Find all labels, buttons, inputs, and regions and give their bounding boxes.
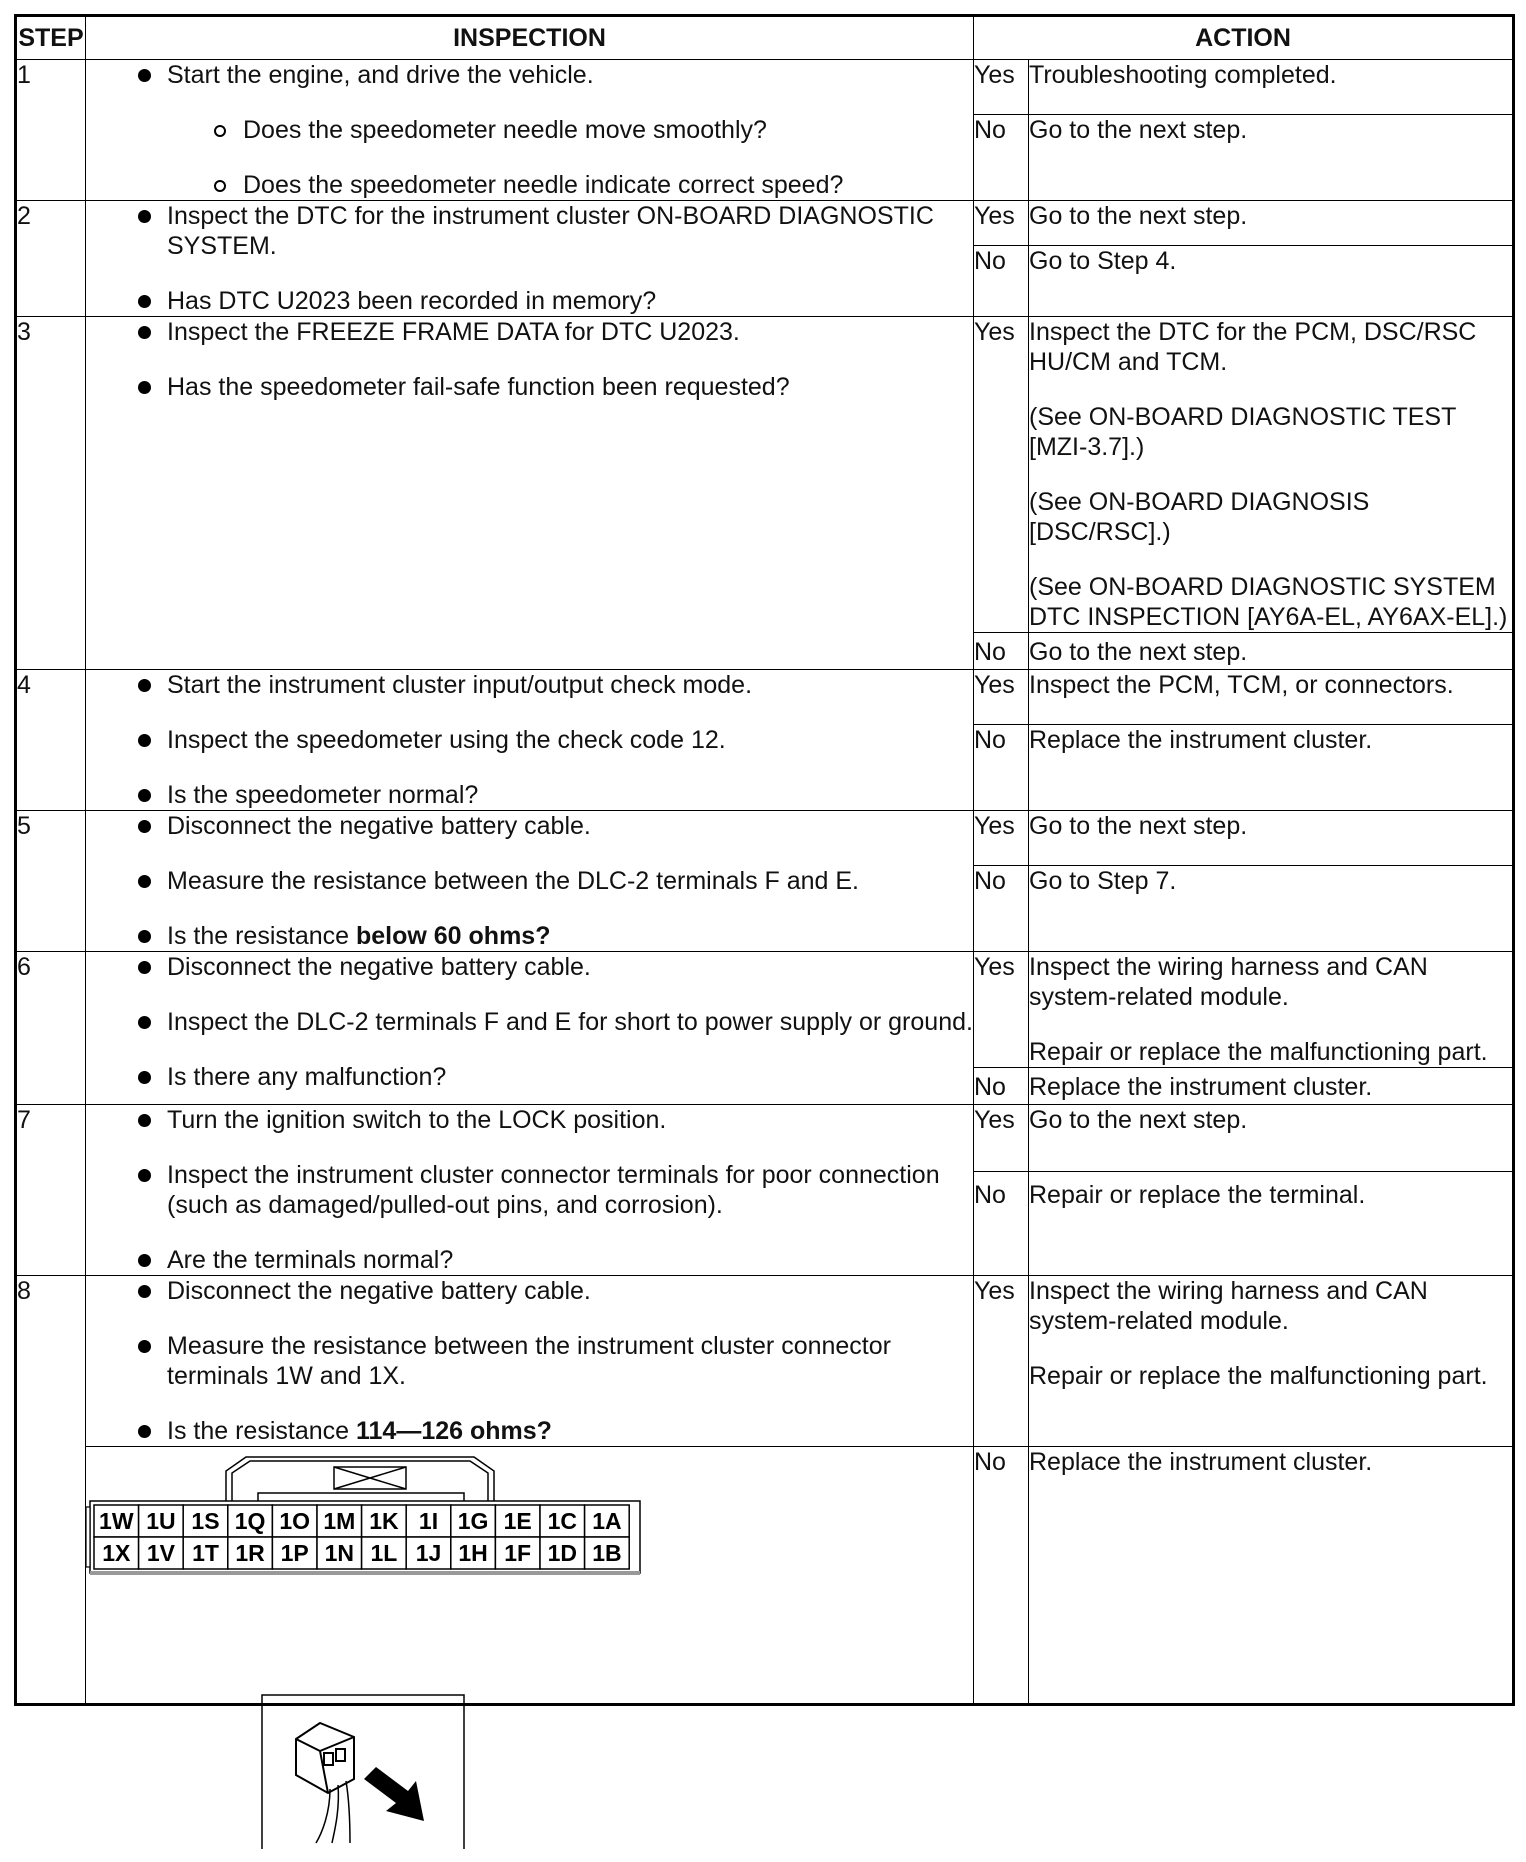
- action-text: Repair or replace the malfunctioning part.: [1029, 1038, 1488, 1066]
- no-label: No: [974, 1068, 1029, 1105]
- connector-pin-label: 1S: [191, 1508, 220, 1534]
- inspection-item: Is the speedometer normal?: [86, 780, 973, 810]
- inspection-item: Has DTC U2023 been recorded in memory?: [86, 286, 973, 316]
- inspection-item: Has the speedometer fail-safe function been requested?: [86, 372, 973, 402]
- step-row-4: [16, 670, 1514, 725]
- inspection-item: Disconnect the negative battery cable.: [86, 811, 973, 841]
- inspection-item: [86, 1416, 973, 1446]
- connector-view-illustration: [258, 1693, 468, 1849]
- inspection-item: Measure the resistance between the instrument cluster connector terminals 1W and 1X.: [86, 1331, 973, 1391]
- connector-pin-label: 1W: [99, 1508, 134, 1534]
- troubleshooting-table: [14, 14, 1515, 1706]
- step-row-3: [16, 317, 1514, 633]
- action-text: Go to the next step.: [1029, 116, 1248, 144]
- no-action: [1029, 1172, 1514, 1276]
- no-label: No: [974, 1447, 1029, 1705]
- action-text: Inspect the DTC for the PCM, DSC/RSC HU/CM and TCM.: [1029, 318, 1477, 376]
- inspection-item: Is there any malfunction?: [86, 1062, 973, 1092]
- connector-pin-label: 1V: [146, 1540, 175, 1566]
- step-row-6: [16, 952, 1514, 1068]
- step-row-5: [16, 811, 1514, 866]
- step-row-1: [16, 60, 1514, 115]
- connector-pin-label: 1A: [592, 1508, 622, 1534]
- action-text: Inspect the PCM, TCM, or connectors.: [1029, 671, 1454, 699]
- inspection-cell: [86, 1276, 974, 1447]
- inspection-cell: [86, 670, 974, 811]
- action-text: Go to the next step.: [1029, 202, 1248, 230]
- no-label: No: [974, 866, 1029, 952]
- inspection-cell: [86, 1105, 974, 1276]
- connector-pin-label: 1P: [280, 1540, 309, 1566]
- inspection-cell: [86, 60, 974, 201]
- inspection-item: Start the instrument cluster input/output check mode.: [86, 670, 973, 700]
- step-row-8: [16, 1276, 1514, 1447]
- connector-pin-label: 1O: [279, 1508, 311, 1534]
- connector-pin-label: 1N: [324, 1540, 355, 1566]
- step-number: 5: [16, 811, 86, 952]
- no-action: [1029, 633, 1514, 670]
- step-number: 3: [16, 317, 86, 670]
- inspection-item: Are the terminals normal?: [86, 1245, 973, 1275]
- connector-diagram: [86, 1447, 686, 1701]
- no-action: [1029, 866, 1514, 952]
- yes-action: [1029, 201, 1514, 246]
- yes-action: [1029, 811, 1514, 866]
- connector-pin-label: 1C: [547, 1508, 578, 1534]
- inspection-item: Start the engine, and drive the vehicle.: [86, 60, 973, 90]
- action-text: Replace the instrument cluster.: [1029, 1073, 1373, 1101]
- step-row-7: [16, 1105, 1514, 1172]
- step-number: 6: [16, 952, 86, 1105]
- action-text: Inspect the wiring harness and CAN system-related module.: [1029, 953, 1428, 1011]
- connector-pin-label: 1T: [192, 1540, 219, 1566]
- no-label: No: [974, 115, 1029, 201]
- yes-action: [1029, 952, 1514, 1068]
- inspection-item: Inspect the DLC-2 terminals F and E for short to power supply or ground.: [86, 1007, 973, 1037]
- connector-pin-label: 1I: [418, 1508, 439, 1534]
- header-row: [16, 16, 1514, 60]
- connector-pin-label: 1H: [458, 1540, 488, 1566]
- yes-action: [1029, 60, 1514, 115]
- yes-label: Yes: [974, 952, 1029, 1068]
- inspection-header: INSPECTION: [86, 16, 974, 60]
- action-text: Go to the next step.: [1029, 1106, 1248, 1134]
- inspection-cell: [86, 317, 974, 670]
- inspection-subitem: Does the speedometer needle indicate correct speed?: [86, 170, 973, 200]
- action-text: Repair or replace the terminal.: [1029, 1181, 1366, 1209]
- yes-label: Yes: [974, 811, 1029, 866]
- action-text: Go to the next step.: [1029, 812, 1248, 840]
- action-text: Replace the instrument cluster.: [1029, 1448, 1373, 1476]
- no-label: No: [974, 725, 1029, 811]
- inspection-item: Disconnect the negative battery cable.: [86, 952, 973, 982]
- yes-action: [1029, 1105, 1514, 1172]
- connector-pin-label: 1R: [235, 1540, 265, 1566]
- connector-pin-label: 1M: [323, 1508, 356, 1534]
- yes-action: [1029, 317, 1514, 633]
- step-number: 8: [16, 1276, 86, 1705]
- inspection-item: [86, 921, 973, 951]
- inspection-item: Inspect the instrument cluster connector terminals for poor connection (such as damaged/pulled-out pins, and corrosion).: [86, 1160, 973, 1220]
- no-label: No: [974, 1172, 1029, 1276]
- no-action: [1029, 1068, 1514, 1105]
- inspection-cell: [86, 201, 974, 317]
- question-value: 114—126 ohms?: [355, 1417, 552, 1445]
- no-label: No: [974, 246, 1029, 317]
- connector-pin-grid: [94, 1505, 629, 1569]
- step-header: STEP: [16, 16, 86, 60]
- yes-label: Yes: [974, 317, 1029, 633]
- action-text: Go to the next step.: [1029, 638, 1248, 666]
- inspection-item: Inspect the DTC for the instrument cluster ON-BOARD DIAGNOSTIC SYSTEM.: [86, 201, 973, 261]
- connector-pin-label: 1L: [370, 1540, 398, 1566]
- inspection-cell: [86, 952, 974, 1105]
- action-header: ACTION: [974, 16, 1514, 60]
- yes-action: [1029, 670, 1514, 725]
- inspection-cell: [86, 811, 974, 952]
- action-text: Go to Step 7.: [1029, 867, 1177, 895]
- connector-pin-label: 1U: [146, 1508, 176, 1534]
- connector-pin-label: 1F: [504, 1540, 532, 1566]
- inspection-item: Inspect the FREEZE FRAME DATA for DTC U2023.: [86, 317, 973, 347]
- action-text: Troubleshooting completed.: [1029, 61, 1337, 89]
- step-number: 7: [16, 1105, 86, 1276]
- step-row-2: [16, 201, 1514, 246]
- no-action: [1029, 246, 1514, 317]
- connector-pin-label: 1J: [415, 1540, 442, 1566]
- inspection-subitem: Does the speedometer needle move smoothly?: [86, 115, 973, 145]
- connector-pin-label: 1X: [102, 1540, 131, 1566]
- yes-label: Yes: [974, 1105, 1029, 1172]
- action-text: (See ON-BOARD DIAGNOSTIC TEST [MZI-3.7].): [1029, 403, 1456, 461]
- connector-pin-label: 1D: [547, 1540, 578, 1566]
- connector-pin-label: 1Q: [234, 1508, 266, 1534]
- no-action: [1029, 115, 1514, 201]
- yes-action: [1029, 1276, 1514, 1447]
- inspection-item: Measure the resistance between the DLC-2 terminals F and E.: [86, 866, 973, 896]
- yes-label: Yes: [974, 1276, 1029, 1447]
- inspection-item: Disconnect the negative battery cable.: [86, 1276, 973, 1306]
- connector-pin-label: 1G: [457, 1508, 489, 1534]
- inspection-item: Inspect the speedometer using the check code 12.: [86, 725, 973, 755]
- no-action: [1029, 1447, 1514, 1705]
- question-value: below 60 ohms?: [355, 922, 551, 950]
- action-text: Inspect the wiring harness and CAN system-related module.: [1029, 1277, 1428, 1335]
- connector-pin-label: 1K: [369, 1508, 399, 1534]
- question-text: Is the resistance: [167, 922, 356, 950]
- connector-pin-label: 1E: [503, 1508, 532, 1534]
- no-action: [1029, 725, 1514, 811]
- connector-pin-label: 1B: [592, 1540, 622, 1566]
- inspection-item: Turn the ignition switch to the LOCK position.: [86, 1105, 973, 1135]
- no-label: No: [974, 633, 1029, 670]
- yes-label: Yes: [974, 60, 1029, 115]
- action-text: (See ON-BOARD DIAGNOSIS [DSC/RSC].): [1029, 488, 1370, 546]
- action-text: Go to Step 4.: [1029, 247, 1177, 275]
- yes-label: Yes: [974, 201, 1029, 246]
- step-number: 1: [16, 60, 86, 201]
- yes-label: Yes: [974, 670, 1029, 725]
- action-text: Repair or replace the malfunctioning part.: [1029, 1362, 1488, 1390]
- step-number: 2: [16, 201, 86, 317]
- connector-diagram-cell: [86, 1447, 974, 1705]
- action-text: (See ON-BOARD DIAGNOSTIC SYSTEM DTC INSPECTION [AY6A-EL, AY6AX-EL].): [1029, 573, 1508, 631]
- action-text: Replace the instrument cluster.: [1029, 726, 1373, 754]
- question-text: Is the resistance: [167, 1417, 356, 1445]
- step-number: 4: [16, 670, 86, 811]
